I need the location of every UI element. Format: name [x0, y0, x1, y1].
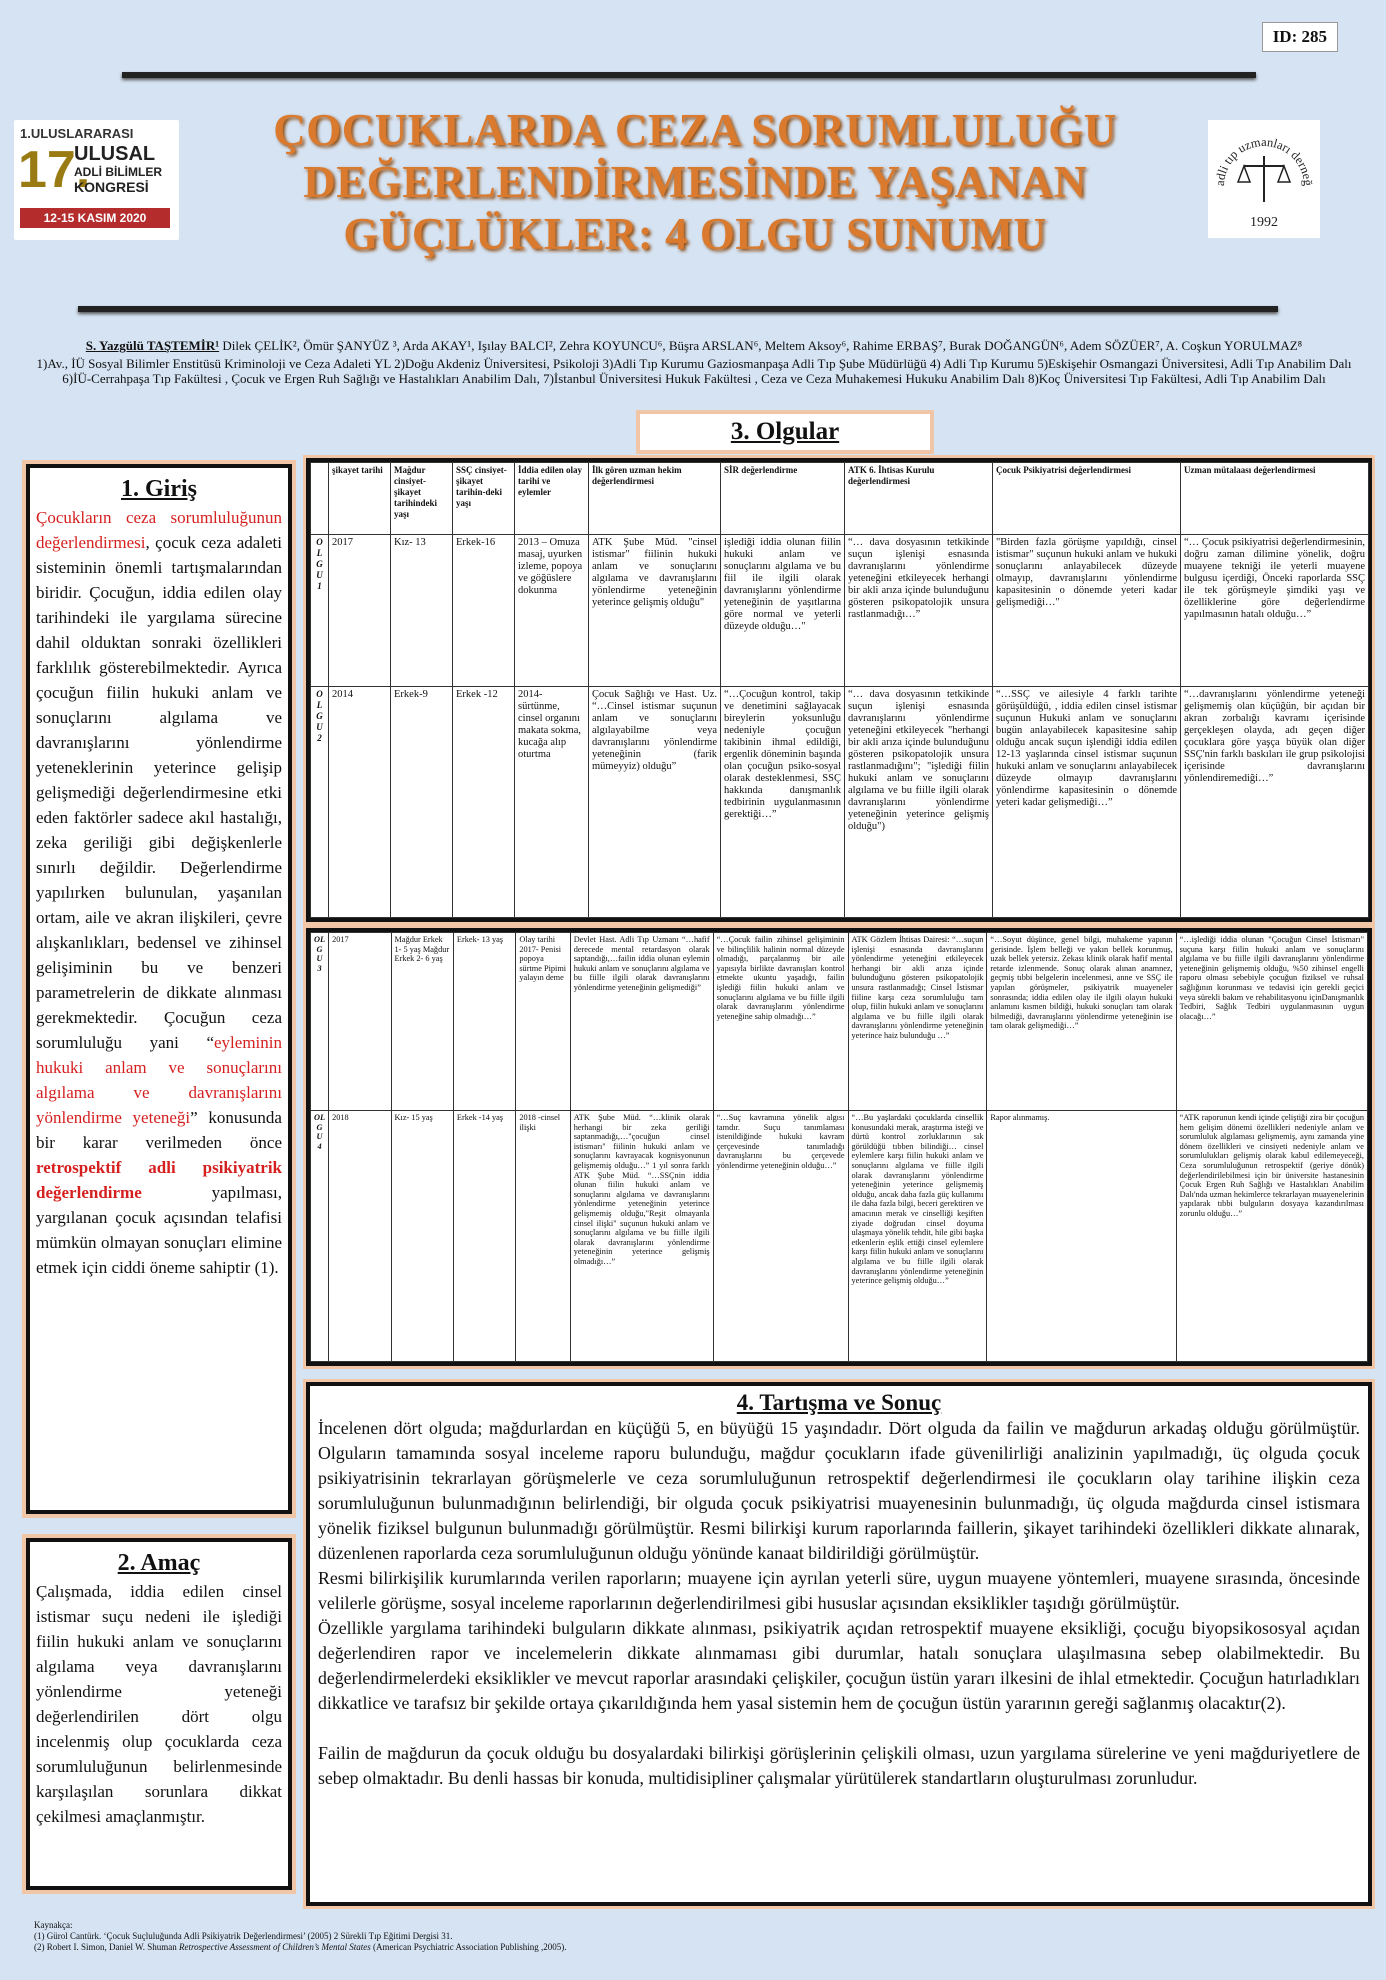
introduction-quote-open: “ [206, 1033, 215, 1052]
introduction-section [26, 464, 292, 1514]
table-cell: Kız- 15 yaş [391, 1111, 453, 1362]
congress-logo-line3: ADLİ BİLİMLER [74, 165, 162, 179]
society-logo-year: 1992 [1250, 215, 1278, 230]
table-cell: 2013 – Omuza masaj, uyurken izleme, popoya ve göğüslere dokunma [515, 535, 589, 687]
table-cell: Devlet Hast. Adli Tıp Uzmanı “…hafif derecede mental retardasyon olarak saptandığı,…failin iddia olunan eylemin hukuki anlam ve sonuçlarını algılama ve bu fiille ilgili olarak davranışlarını yönlendirme yeteneğinin gelişmediği” [570, 933, 713, 1111]
header-ssc: SSÇ cinsiyet-şikayet tarihin-deki yaşı [453, 463, 515, 535]
congress-logo-dates: 12-15 KASIM 2020 [20, 208, 170, 228]
table-cell: "Birden fazla görüşme yapıldığı, cinsel istismar" suçunun hukuki anlam ve hukuki sonuçlarını anlayabilecek düzeyde olmayıp, davranışlarını yönlendirme kapasitesinin o dönemde yeteri kadar gelişmediği…" [993, 535, 1181, 687]
table-cell: “…Bu yaşlardaki çocuklarda cinsellik konusundaki merak, araştırma isteği ve dürtü kontrol zorluklarının sık görüldüğü tıbben bilindiği… cinsel eylemlere karşı fiilin hukuki anlam ve sonuçlarını algılama ve fiille ilgili olarak davranışlarını yönlendirme yeteneğinin yeterince gelişmemiş olduğu, ancak daha fazla güç kullanımı ile daha fazla bilgi, beceri gerektiren ve amacının merak ve cinselliği keşiften ziyade doğrudan cinsel doyuma ulaşmaya yönelik tehdit, hile gibi başka etkenlerin eşlik ettiği cinsel eylemlere karşı fiilin hukuki anlam ve sonuçlarını algılama ve bu fiille ilgili olarak davranışlarını yönlendirme yeteneğinin yeterince gelişmiş olduğu…” [848, 1111, 987, 1362]
aim-text: Çalışmada, iddia edilen cinsel istismar suçu nedeni ile işlediği fiilin hukuki anlam ve sonuçlarını algılama veya davranışlarını yönlendirme yeteneği değerlendirilen dört olgu incelenmiş olup çocuklarda ceza sorumluluğunun belirlenmesinde karşılaşılan sorunlara dikkat çekilmesi amaçlanmıştır. [36, 1582, 282, 1826]
discussion-section [306, 1382, 1372, 1906]
table-cell: “…Soyut düşünce, genel bilgi, muhakeme yapının gerisinde. İşlem belleği ve yakın bellek korunmuş, uzak bellek yetersiz. Zekası klinik olarak hafif mental retarde izlenmende. Sonuç olarak alınan anamnez, geçmiş tıbbi belgelerin incelenmesi, anne ve SSÇ ile yapılan görüşmeler, psikiyatrik muayeneler sonrasında; iddia edilen olay ile ilgili olayın hukuki anlamını kısmen bildiği, hukuki sonuçları tam olarak bilmediği, davranışlarını yönlendirme yeteneğinin ise tam olarak gelişmediği…” [987, 933, 1176, 1111]
header-sir: SİR değerlendirme [721, 463, 845, 535]
title-rule-top [122, 72, 1256, 78]
case-label: OLGU 3 [311, 933, 329, 1111]
table-cell: 2017 [329, 535, 391, 687]
header-victim: Mağdur cinsiyet-şikayet tarihindeki yaşı [391, 463, 453, 535]
congress-logo [14, 120, 179, 240]
header-blank [311, 463, 329, 535]
table-cell: ATK Şube Müd. "cinsel istismar" fiilinin hukuki anlam ve sonuçlarını algılama ve davranışlarını yönlendirme yeteneğinin yeterince gelişmiş olduğu" [589, 535, 721, 687]
co-authors: Dilek ÇELİK², Ömür ŞANYÜZ ³, Arda AKAY¹, Işılay BALCI², Zehra KOYUNCU⁶, Büşra ARSLAN⁶, Meltem Aksoy⁶, Rahime ERBAŞ⁷, Burak DOĞANGÜN⁶, Adem SÖZÜER⁷, A. Coşkun YORULMAZ⁸ [219, 338, 1303, 353]
table-cell: 2014- sürtünme, cinsel organını makata sokma, kucağa alıp oturtma [515, 687, 589, 918]
table-cell: Olay tarihi 2017- Penisi popoya sürtme Pipimi yalayın deme [516, 933, 570, 1111]
table-row [311, 535, 1369, 687]
introduction-body-2: konusunda bir karar verilmeden önce [36, 1108, 282, 1152]
table-cell: “…SSÇ ve ailesiyle 4 farklı tarihte görüşüldüğü, , iddia edilen cinsel istismar suçunun Hukuki anlam ve sonuçlarını bugün anlayabilecek kapasitesine sahip olduğu ancak suçun işlendiği iddia edilen 12-13 yaşlarında cinsel istismar suçunun hukuki anlam ve sonuçlarını anlayabilecek düzeyde olmayıp davranışlarını yönlendirme kapasitesinin o dönemde yeteri kadar gelişmediği…” [993, 687, 1181, 918]
reference-2-authors: (2) Robert I. Simon, Daniel W. Shuman [34, 1942, 179, 1952]
table-cell: Rapor alınmamış. [987, 1111, 1176, 1362]
society-logo [1208, 120, 1320, 238]
introduction-highlight-1: Çocukların ceza sorumluluğunun değerlendirmesi [36, 508, 282, 552]
table-cell: Erkek-9 [391, 687, 453, 918]
lead-author: S. Yazgülü TAŞTEMİR¹ [85, 338, 220, 353]
introduction-heading: 1. Giriş [121, 476, 197, 502]
reference-2-publisher: (American Psychiatric Association Publishing ,2005). [370, 1942, 567, 1952]
table-cell: Erkek -14 yaş [453, 1111, 515, 1362]
reference-1: (1) Gürol Cantürk. ‘Çocuk Suçluluğunda Adli Psikiyatrik Değerlendirmesi’ (2005) 2 Sürekli Tıp Eğitimi Dergisi 31. [34, 1931, 453, 1941]
aim-section [26, 1538, 292, 1890]
title-rule-bottom [78, 306, 1278, 312]
society-logo-arc-text: adli tıp uzmanları derneğ [1212, 134, 1316, 187]
table-row [311, 1111, 1368, 1362]
table-cell: “ATK raporunun kendi içinde çeliştiği zira bir çocuğun hem gelişim dönemi özellikleri nedeniyle anlam ve sorumluluk algılaması gelişmemiş, aynı zamanda yine dönem özellikleri ve cinsiyeti nedeniyle anlam ve sorumlulukları gelişmiş olarak kabul edilemeyeceği, Ceza sorumluluğunun retrospektif (geriye dönük) değerlendirilebilmesi için bir üniversite hastanesinin Çocuk Ergen Ruh Sağlığı ve Hastalıkları Anabilim Dalı'nda uzman hekimlerce tekrarlayan muayenelerinin yapılarak tıbbi bulguların dosyaya kazandırılması zorunlu olduğu…” [1176, 1111, 1367, 1362]
introduction-body: , çocuk ceza adaleti sisteminin önemli tartışmalarından biridir. Çocuğun, iddia edilen olay tarihindeki ile yargılama sürecine dahil olduktan sonraki özellikleri farklılık gösterebilmektedir. Ayrıca çocuğun fiilin hukuki anlam ve sonuçlarını algılama ve davranışlarını yönlendirme yeteneklerinin yeterince gelişip gelişmediği değerlendirmesine etki eden faktörler sadece akıl hastalığı, zeka geriliği gibi değişkenlerle sınırlı değildir. Değerlendirme yapılırken bulunulan, yaşanılan ortam, aile ve akran ilişkileri, çevre alışkanlıkları, bedensel ve zihinsel gelişiminin bu ve benzeri parametrelerin de dikkate alınması gerekmektedir. Çocuğun ceza sorumluluğu yani [36, 533, 282, 1052]
table-cell: “… Çocuk psikiyatrisi değerlendirmesinin, doğru zaman dilimine yönelik, doğru muayene tekniği ile yeterli muayene bulgusu içerdiği, Önceki raporlarda SSÇ ile tek görüşmeyle şimdiki yaşı ve özelliklerine göre değerlendirme yapılmasının hatalı olduğu…” [1181, 535, 1369, 687]
case-label: OLGU 4 [311, 1111, 329, 1362]
table-cell: Erkek- 13 yaş [453, 933, 515, 1111]
table-cell: ATK Gözlem İhtisas Dairesi: “…suçun işlenişi esnasında davranışlarını yönlendirme yeteneğini etkileyecek herhangi bir akli arıza içinde bulunduğunu gösteren psikopatolojik unsura rastlanmadığı; Cinsel İstismar fiiline karşı ceza sorumluluğu tam olup, fiilin hukuki anlam ve sonuçlarını algılama ve bu fiille ilgili olarak davranışlarını yönlendirme yeteneğinin yeterince haiz bulunduğu …” [848, 933, 987, 1111]
introduction-highlight-2: eyleminin hukuki anlam ve sonuçlarını algılama ve davranışlarını yönlendirme yeteneği [36, 1033, 282, 1127]
table-cell: “…davranışlarını yönlendirme yeteneği gelişmemiş olan küçüğün, bir açıdan bir akran zorbalığı kavramı içerisinde gerçekleşen olayda, adı geçen diğer çocuklara göre yaşça büyük olan diğer SSÇ'nin farklı baskıları ile grup psikolojisi içerisinde davranışlarını yönlendiremediği…” [1181, 687, 1369, 918]
table-cell: “…Çocuğun kontrol, takip ve denetimini sağlayacak bireylerin yoksunluğu nedeniyle çocuğun takibinin ihmal edildiği, ergenlik döneminin başında olan çocuğun psiko-sosyal olarak desteklenmesi, SSÇ hakkında danışmanlık tedbirinin uygulanmasının gerektiği…” [721, 687, 845, 918]
reference-2-title: Retrospective Assessment of Children’s Mental States [179, 1942, 371, 1952]
society-logo-emblem [1208, 120, 1320, 238]
header-complaint-date: şikayet tarihi [329, 463, 391, 535]
references [34, 1920, 1034, 1953]
svg-text:adli tıp uzmanları derneği [1208, 120, 1315, 187]
poster-title: ÇOCUKLARDA CEZA SORUMLULUĞU DEĞERLENDİRMESİNDE YAŞANAN GÜÇLÜKLER: 4 OLGU SUNUMU [273, 105, 1117, 259]
header-atk: ATK 6. İhtisas Kurulu değerlendirmesi [845, 463, 993, 535]
aim-heading: 2. Amaç [117, 1550, 201, 1576]
congress-logo-line1: 1.ULUSLARARASI [20, 126, 134, 141]
discussion-paragraph-3: Özellikle yargılama tarihindeki bulguların dikkate alınması, psikiyatrik açıdan retrospektif muayene eksikliği, çocuğu biyopsikososyal açıdan değerlendiren rapor ve incelemelerin dikkate alınmaması gibi durumlar, hatalı sonuçlara ulaşılmasına sebep olabilmektedir. Bu değerlendirmelerdeki eksiklikler ve mevcut raporlar arasındaki çelişkiler, çocuğun üstün yararı ilkesini de ihlal etmektedir. Çocuğun hatırladıkları dikkatlice ve tarafsız bir şekilde ortaya çıkarıldığında hem yasal sistemin hem de çocuğun üstün yararının gereği sağlanmış olacaktır(2). [318, 1618, 1360, 1713]
table-cell: Mağdur Erkek 1- 5 yaş Mağdur Erkek 2- 6 yaş [391, 933, 453, 1111]
table-cell: “… dava dosyasının tetkikinde suçun işlenişi esnasında davranışlarını yönlendirme yeteneğini etkileyecek herhangi bir akli arıza içinde bulunduğunu gösteren psikopatolojik unsura rastlanmadığı…” [845, 535, 993, 687]
introduction-text [36, 505, 282, 1280]
reference-2 [34, 1942, 1034, 1953]
introduction-body-3: yapılması, yargılanan çocuk açısından telafisi mümkün olmayan sonuçları elimine etmek için ciddi öneme sahiptir (1). [36, 1183, 282, 1277]
introduction-quote-close: ” [190, 1108, 198, 1127]
discussion-heading: 4. Tartışma ve Sonuç [736, 1390, 942, 1415]
affiliations: 1)Av., İÜ Sosyal Bilimler Enstitüsü Kriminoloji ve Ceza Adaleti YL 2)Doğu Akdeniz Üniversitesi, Psikoloji 3)Adli Tıp Kurumu Gaziosmanpaşa Adli Tıp Şube Müdürlüğü 4) Adli Tıp Kurumu 5)Eskişehir Osmangazi Üniversitesi, Adli Tıp Anabilim Dalı 6)İÜ-Cerrahpaşa Tıp Fakültesi , Çocuk ve Ergen Ruh Sağlığı ve Hastalıkları Anabilim Dalı, 7)İstanbul Üniversitesi Hukuk Fakültesi , Ceza ve Ceza Muhakemesi Hukuku Anabilim Dalı 8)Koç Üniversitesi Tıp Fakültesi, Adli Tıp Anabilim Dalı [36, 356, 1352, 386]
header-child-psychiatry: Çocuk Psikiyatrisi değerlendirmesi [993, 463, 1181, 535]
table-cell: işlediği iddia olunan fiilin hukuki anlam ve sonuçlarını algılama ve bu fiil ile ilgili olarak davranışlarını yönlendirme yeteneğinin de yaşıtlarına göre normal ve yeterli düzeyde olduğu…" [721, 535, 845, 687]
case-label: OLGU 2 [311, 687, 329, 918]
cases-table-1 [306, 458, 1372, 922]
table-row [311, 933, 1368, 1111]
table-cell: “…Suç kavramına yönelik algısı tamdır. Suçu tanımlaması istenildiğinde hukuki kavram çerçevesinde tanımladığı davranışlarını bu çerçevede yönlendirme yeteneğinin olduğu…” [713, 1111, 848, 1362]
cases-heading: 3. Olgular [636, 410, 934, 454]
cases-table-2 [306, 928, 1372, 1366]
case-label: OLGU 1 [311, 535, 329, 687]
table-cell: 2018 [329, 1111, 391, 1362]
table-cell: 2017 [329, 933, 391, 1111]
table-cell: Çocuk Sağlığı ve Hast. Uz. “…Cinsel istismar suçunun anlam ve sonuçlarını algılayabilme veya davranışlarını yönlendirme yeteneğinin (farik mümeyyiz) olduğu” [589, 687, 721, 918]
table-cell: “… dava dosyasının tetkikinde suçun işlenişi esnasında davranışlarını yönlendirme yeteneğini etkileyecek "herhangi bir akli arıza içinde bulunduğunu gösteren psikopatolojik unsura rastlanmadığını"; "işlediği fiilin hukuki anlam ve sonuçlarını algılama ve bu fiille ilgili olarak davranışlarını yönlendirme yeteneğinin yeterince gelişmiş olduğu") [845, 687, 993, 918]
table-cell: Erkek -12 [453, 687, 515, 918]
congress-logo-line2: ULUSAL [74, 143, 156, 165]
table-cell: “…Çocuk failin zihinsel gelişiminin ve bilinçlilik halinin normal düzeyde olmadığı, parçalanmış bir aile yapısıyla birlikte davranışları kontrol etmekte ukuntu yaşadığı, failin işlediği fiilin hukuki anlam ve sonuçlarını algılama ve bu fiille ilgili olarak davranışlarını yönlendirme yeteneğine sahip olmadığı…” [713, 933, 848, 1111]
table-cell: 2014 [329, 687, 391, 918]
header-event: İddia edilen olay tarihi ve eylemler [515, 463, 589, 535]
table-cell: Erkek-16 [453, 535, 515, 687]
table-row [311, 687, 1369, 918]
introduction-highlight-3: retrospektif adli psikiyatrik değerlendirme [36, 1158, 282, 1202]
table-cell: 2018 -cinsel ilişki [516, 1111, 570, 1362]
table-cell: ATK Şube Müd. “…klinik olarak herhangi bir zeka geriliği saptanmadığı,…"çocuğun cinsel istismarı" fiilinin hukuki anlam ve sonuçlarını kavrayacak kognisyonunun gelişmemiş olduğu…” 1 yıl sonra farklı ATK Şube Müd. “…SSÇnin iddia olunan fiilin hukuki anlam ve sonuçlarını algılama ve davranışlarını yönlendirme yeteneğinin yeterince gelişmemiş olduğu,"Reşit olmayanla cinsel ilişki" suçunun hukuki anlam ve sonuçlarını algılama ve bu fiille ilgili olarak davranışlarını yönlendirme yeteneğinin yeterince gelişmiş olmadığı…” [570, 1111, 713, 1362]
discussion-paragraph-1: İncelenen dört olguda; mağdurlardan en küçüğü 5, en büyüğü 15 yaşındadır. Dört olguda da failin ve mağdurun arkadaş olduğu görülmüştür. Olguların tamamında sosyal inceleme raporu bulunduğu, mağdur çocukların ifade güvenilirliği analizinin yapılmadığı, üç olguda çocuk psikiyatrisinin tekrarlayan görüşmelerle ve ceza sorumluluğunun retrospektif değerlendirmesi ile çocukların olay tarihine ilişkin ceza sorumluluğunun bulunmadığının belirlendiği, bir olguda çocuk psikiyatrisi muayenesinin bulunmadığı, üç olguda mağdurda cinsel istismara yönelik fiziksel bulgunun bulunmadığı görülmüştür. Resmi bilirkişi kurum raporlarında faillerin, şikayet tarihindeki özellikleri dikkate alınarak, düzenlenen raporlarda ceza sorumluluğunun olduğu yönünde kanaat bildirildiği görülmüştür. [318, 1418, 1360, 1563]
header-first-physician: İlk gören uzman hekim değerlendirmesi [589, 463, 721, 535]
author-list [24, 338, 1364, 353]
header-expert-opinion: Uzman mütalaası değerlendirmesi [1181, 463, 1369, 535]
discussion-paragraph-2: Resmi bilirkişilik kurumlarında verilen raporların; muayene için ayrılan yeterli süre, uygun muayene yöntemleri, muayene sırasında, öncesinde velilerle görüşme, sosyal inceleme raporlarının değerlendirilmesi gibi hususlar açısından eksiklikler taşıdığı görülmüştür. [318, 1568, 1360, 1613]
poster-id-badge: ID: 285 [1262, 22, 1338, 52]
discussion-paragraph-4: Failin de mağdurun da çocuk olduğu bu dosyalardaki bilirkişi görüşlerinin çelişkili olması, uzun yargılama sürelerine ve yeni mağduriyetlere de sebep olmaktadır. Bu denli hassas bir konuda, multidisipliner çalışmalar yürütülerek standartların oluşturulması zorunludur. [318, 1743, 1360, 1788]
table-cell: Kız- 13 [391, 535, 453, 687]
table-cell: “…işlediği iddia olunan "Çocuğun Cinsel İstismarı" suçuna karşı fiilin hukuki anlam ve sonuçlarını algılama ve bu fiille ilgili davranışlarını yönlendirme yeteneğinin gelişmemiş olduğu, %50 zihinsel engelli raporu olması sebebiyle çocuğun fiziksel ve ruhsal sağlığının korunması ve tedavisi için gerekli geçici veya sürekli bakım ve rehabilitasyonu içinDanışmanlık Tedbiri, Sağlık Tedbiri uygulanmasının uygun olacağı…” [1176, 933, 1367, 1111]
references-label: Kaynakça: [34, 1920, 73, 1930]
congress-logo-line4: KONGRESİ [74, 179, 149, 195]
congress-logo-number: 17. [18, 141, 91, 199]
table-header-row [311, 463, 1369, 535]
